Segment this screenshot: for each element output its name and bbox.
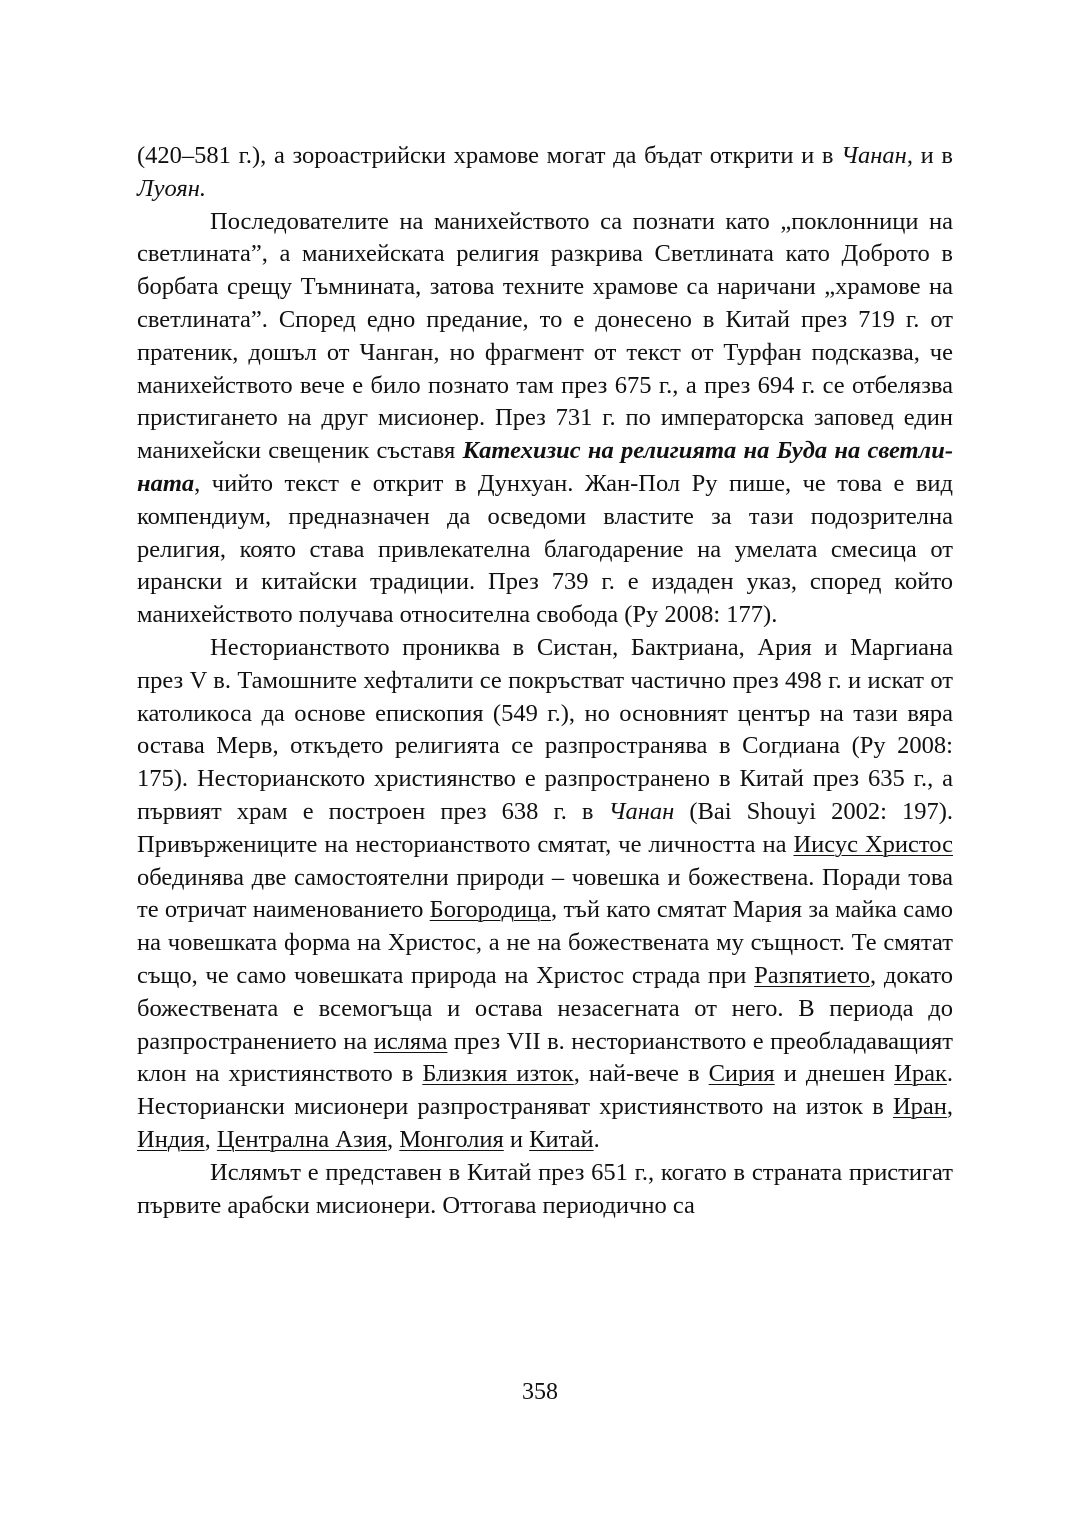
text-run: Ислямът е представен в Китай през 651 г., когато в страната пристигат първите арабски мисионери. Оттогава периодично са (137, 1158, 953, 1219)
text-run: (Bai Shouyi 2002: 197). Привържениците на несторианството смятат, че личността на (137, 797, 953, 858)
page-number: 358 (522, 1379, 558, 1405)
text-run: , чийто текст е открит в Дунхуан. Жан-Пол Ру пише, че това е вид компендиум, предназначен да осведоми властите за тази подозрителна религия, която става привлекателна благодарение на умелата смесица от ирански и китайски традиции. През 739 г. е издаден указ, според който манихейството получава относителна свобода (Ру 2008: 177). (137, 469, 953, 629)
link-iraq[interactable]: Ирак (894, 1060, 947, 1088)
text-run: , (387, 1125, 400, 1153)
text-run: , тъй като смятат Мария за майка само на човешката форма на Христос, а не на божествената му същност. Те смятат също, че само човешката природа на Христос страда при (137, 896, 953, 989)
text-run: Последователите на манихейството са познати като „поклонници на светлината”, а манихейската религия разкрива Светлината като Доброто в борбата срещу Тъмнината, затова техните храмове са наричани „храмове на светлината”. Според едно предание, то е донесено в Китай през 719 г. от пратеник, дошъл от Чанган, но фрагмент от текст от Турфан подсказва, че манихейството вече е било познато там през 675 г., а през 694 г. се отбелязва пристигането на друг мисионер. През 731 г. по императорска заповед един манихейски свещеник съставя (137, 207, 953, 465)
link-central-asia[interactable]: Централна Азия (216, 1125, 388, 1153)
link-mongolia[interactable]: Монголия (399, 1125, 504, 1153)
link-crucifixion[interactable]: Разпятието (754, 961, 871, 989)
link-china[interactable]: Китай (529, 1125, 594, 1153)
paragraph-manichaeism (137, 206, 953, 632)
link-syria[interactable]: Сирия (708, 1060, 775, 1088)
text-run: . (593, 1125, 600, 1153)
text-run: , и в (906, 142, 953, 169)
page-body (137, 140, 953, 1222)
text-run: Несторианството прониква в Систан, Бактриана, Ария и Маргиана през V в. Тамошните хефталити се покръстват частично през 498 г. и искат от католикоса да основе епископия (549 г.), но основният център на тази вяра остава Мерв, откъдето религията се разпространява в Согдиана (Ру 2008: 175). Несторианското християнство е разпространено в Китай през 635 г., а първият храм е построен през 638 г. в (137, 633, 953, 825)
text-run: , докато божествената е всемогъща и остава незасегната от него. В периода до разпространението на (137, 961, 953, 1055)
text-run: . Несториански мисионери разпространяват християнството на изток в (137, 1060, 953, 1121)
text-run: , (204, 1125, 217, 1153)
text-run: и днешен (774, 1060, 895, 1088)
book-title-bold-italic: Катехизис на религията на Буда на светлината (137, 437, 953, 497)
place-name-italic: Чанан (608, 797, 675, 825)
text-run: , най-вече в (573, 1060, 709, 1088)
paragraph-nestorianism (137, 632, 953, 1157)
place-name-italic: Луоян. (137, 174, 207, 202)
link-islam[interactable]: исляма (373, 1027, 448, 1055)
text-run: през VII в. несторианството е преобладаващият клон на християнството в (137, 1027, 953, 1088)
place-name-italic: Чанан (841, 142, 907, 169)
link-middle-east[interactable]: Близкия изток (422, 1060, 574, 1088)
link-india[interactable]: Индия (137, 1125, 205, 1153)
text-run: , (946, 1093, 953, 1121)
text-run: и (503, 1125, 530, 1153)
link-jesus-christ[interactable]: Иисус Христос (793, 830, 953, 858)
paragraph-zoroastrian (137, 140, 953, 206)
text-run: обединява две самостоятелни природи – човешка и божествена. Поради това те отричат наименованието (137, 863, 953, 924)
paragraph-islam (137, 1157, 953, 1223)
text-run: (420–581 г.), а зороастрийски храмове могат да бъдат открити и в (137, 142, 842, 169)
link-iran[interactable]: Иран (892, 1093, 947, 1121)
link-theotokos[interactable]: Богородица (429, 896, 552, 924)
